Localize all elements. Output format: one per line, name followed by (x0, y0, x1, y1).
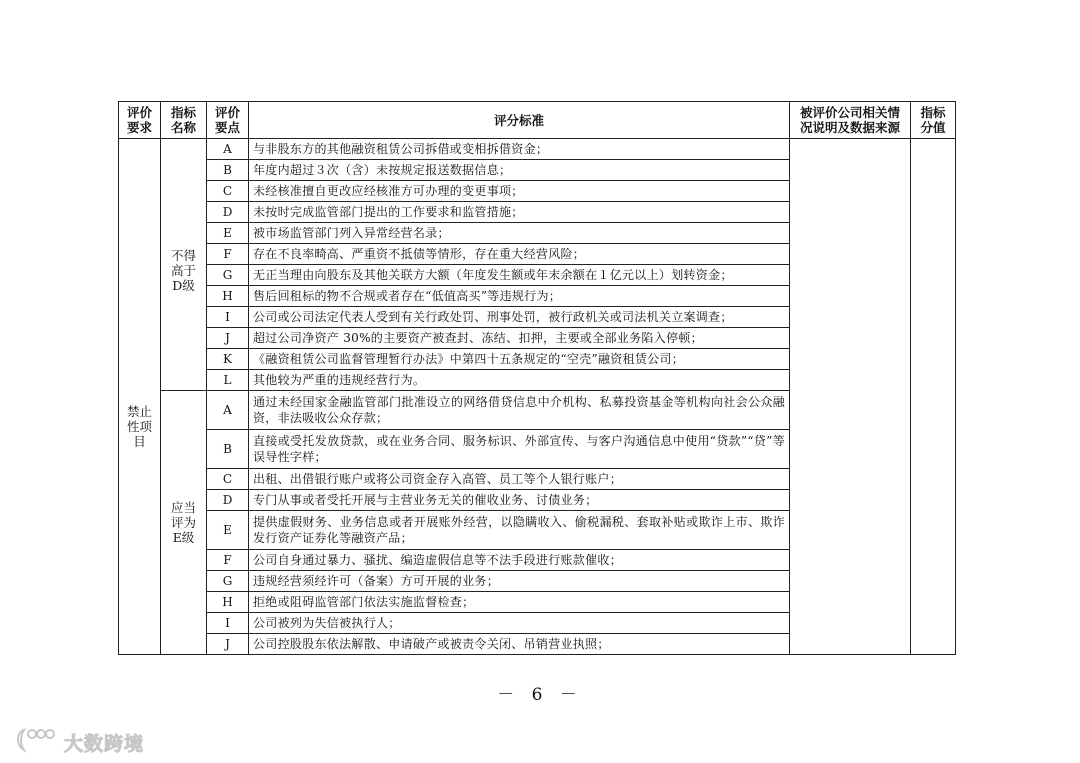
point-code: H (207, 592, 249, 613)
point-code: C (207, 181, 249, 202)
category-prohibited-items: 禁止 性项 目 (119, 139, 161, 655)
header-evaluation-point: 评价 要点 (207, 102, 249, 139)
point-standard: 专门从事或者受托开展与主营业务无关的催收业务、讨债业务； (249, 490, 790, 511)
point-code: K (207, 349, 249, 370)
point-standard: 售后回租标的物不合规或者存在“低值高买”等违规行为； (249, 286, 790, 307)
point-code: L (207, 370, 249, 391)
point-standard: 与非股东方的其他融资租赁公司拆借或变相拆借资金； (249, 139, 790, 160)
point-standard: 存在不良率畸高、严重资不抵债等情形，存在重大经营风险； (249, 244, 790, 265)
point-code: D (207, 202, 249, 223)
point-standard: 被市场监管部门列入异常经营名录； (249, 223, 790, 244)
point-standard: 通过未经国家金融监管部门批准设立的网络借贷信息中介机构、私募投资基金等机构向社会公众融资，非法吸收公众存款； (249, 391, 790, 430)
header-company-info: 被评价公司相关情 况说明及数据来源 (790, 102, 911, 139)
table-row (119, 139, 956, 160)
indicator-score-cell (911, 139, 956, 655)
evaluation-table (118, 101, 956, 655)
point-standard: 未按时完成监管部门提出的工作要求和监管措施； (249, 202, 790, 223)
point-code: G (207, 265, 249, 286)
point-code: A (207, 139, 249, 160)
point-standard: 超过公司净资产 30%的主要资产被查封、冻结、扣押，主要或全部业务陷入停顿； (249, 328, 790, 349)
point-standard: 公司被列为失信被执行人； (249, 613, 790, 634)
point-code: I (207, 307, 249, 328)
header-scoring-standard: 评分标准 (249, 102, 790, 139)
point-standard: 其他较为严重的违规经营行为。 (249, 370, 790, 391)
point-code: C (207, 469, 249, 490)
point-code: A (207, 391, 249, 430)
point-standard: 年度内超过３次（含）未按规定报送数据信息； (249, 160, 790, 181)
point-standard: 公司自身通过暴力、骚扰、编造虚假信息等不法手段进行账款催收； (249, 550, 790, 571)
page-number: － 6 － (497, 685, 583, 705)
point-code: E (207, 223, 249, 244)
point-code: G (207, 571, 249, 592)
point-code: J (207, 634, 249, 655)
point-standard: 公司或公司法定代表人受到有关行政处罚、刑事处罚，被行政机关或司法机关立案调查； (249, 307, 790, 328)
indicator-not-above-d: 不得 高于 D级 (161, 139, 207, 391)
point-standard: 提供虚假财务、业务信息或者开展账外经营，以隐瞒收入、偷税漏税、套取补贴或欺诈上市、欺诈发行资产证券化等融资产品； (249, 511, 790, 550)
watermark-text: 大数跨境 (64, 732, 145, 755)
header-evaluation-requirement: 评价 要求 (119, 102, 161, 139)
company-info-cell (790, 139, 911, 655)
table-header-row (119, 102, 956, 139)
point-code: E (207, 511, 249, 550)
point-standard: 公司控股股东依法解散、申请破产或被责令关闭、吊销营业执照； (249, 634, 790, 655)
header-indicator-name: 指标 名称 (161, 102, 207, 139)
indicator-rated-e: 应当 评为 E级 (161, 391, 207, 655)
point-standard: 未经核准擅自更改应经核准方可办理的变更事项； (249, 181, 790, 202)
point-standard: 拒绝或阻碍监管部门依法实施监督检查； (249, 592, 790, 613)
evaluation-table-wrapper (118, 101, 955, 655)
point-code: B (207, 160, 249, 181)
point-code: J (207, 328, 249, 349)
point-standard: 无正当理由向股东及其他关联方大额（年度发生额或年末余额在１亿元以上）划转资金； (249, 265, 790, 286)
brand-logo-icon (14, 726, 58, 758)
point-standard: 《融资租赁公司监督管理暂行办法》中第四十五条规定的“空壳”融资租赁公司； (249, 349, 790, 370)
point-standard: 违规经营须经许可（备案）方可开展的业务； (249, 571, 790, 592)
point-code: F (207, 244, 249, 265)
point-code: I (207, 613, 249, 634)
watermark (14, 726, 144, 758)
point-code: H (207, 286, 249, 307)
header-indicator-score: 指标 分值 (911, 102, 956, 139)
point-code: D (207, 490, 249, 511)
point-standard: 出租、出借银行账户或将公司资金存入高管、员工等个人银行账户； (249, 469, 790, 490)
point-code: F (207, 550, 249, 571)
point-standard: 直接或受托发放贷款，或在业务合同、服务标识、外部宣传、与客户沟通信息中使用“贷款”“贷”等误导性字样； (249, 430, 790, 469)
point-code: B (207, 430, 249, 469)
